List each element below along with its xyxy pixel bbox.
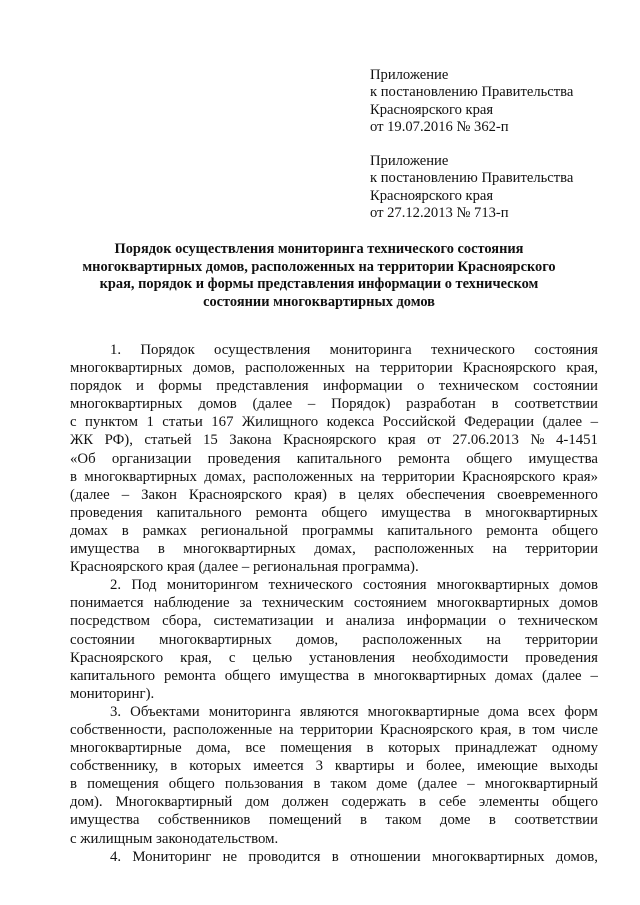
word: квартиры [334,758,395,775]
word: Порядок) [331,396,391,413]
appendix-line: от 27.12.2013 № 713-п [370,205,509,222]
word: домов, [192,360,235,377]
body-line [70,540,598,558]
word: капитального [296,450,382,467]
word: проведения [207,450,281,467]
word: территории [525,541,598,558]
word: о [416,378,425,395]
word: территории [382,468,455,485]
word: должен [282,794,329,811]
word: Объектами [130,703,200,720]
word: помещений [268,812,342,829]
word: Закон [141,486,177,503]
body-line-text: мониторинг). [70,685,155,702]
word: домах [495,667,534,684]
word: программы [301,522,374,539]
word: Порядок [140,342,195,358]
word: элементы [478,794,540,811]
word: ЖК [70,432,94,449]
word: в [359,812,367,829]
word: установления [309,649,396,666]
word: более, [426,758,466,775]
word: Федерации [464,414,534,431]
word: в [357,667,365,684]
word: 3 [315,758,323,775]
word: собственнику, [70,758,159,775]
word: Мониторинг [132,848,212,865]
word: дома [488,703,519,720]
word: проведения [70,504,143,521]
title-line: Порядок осуществления мониторинга технического состояния [114,241,524,257]
word: (далее [252,396,293,413]
appendix-line: Приложение [370,67,449,83]
appendix-line: Красноярского края [370,101,494,118]
word: Многоквартирный [115,794,233,811]
body-line [70,703,598,721]
word: 4-1451 [556,432,598,449]
word: (далее [541,667,582,684]
word: территории [380,360,453,377]
word: капитального [70,667,156,684]
word: капитального [156,504,242,521]
word: 27.06.2013 [452,432,519,449]
body-line [70,721,598,739]
body-line-text: с жилищным законодательством. [70,830,279,847]
word: общего [466,450,513,467]
body-line [70,558,598,576]
word: на [360,468,375,485]
appendix-line: Приложение [370,153,449,169]
word: понимается [70,595,144,612]
word: представления [216,378,309,395]
word: том [532,721,556,738]
word: состояния [534,342,598,358]
word: имущества [381,504,451,521]
word: имеется [253,758,304,775]
word: проведения [525,649,598,666]
word: Красноярского [462,468,556,485]
word: ремонта [486,522,539,539]
word: принадлежат [454,740,537,757]
word: многоквартирные [367,703,480,720]
word: 3. [110,703,122,720]
word: многоквартирных [84,468,197,485]
word: домах, [204,468,246,485]
word: доме [376,776,408,793]
body-line-text: Красноярского края (далее – региональная программа). [70,559,419,576]
body-line [70,830,598,848]
word: края, [479,721,512,738]
document-title [64,241,574,311]
body-line [70,395,598,413]
word: региональной [200,522,289,539]
word: территории [525,631,598,648]
appendix-block-2016 [370,67,620,137]
word: форм [564,703,598,720]
body-line [70,450,598,468]
body-line [70,649,598,667]
body-line [70,341,598,359]
word: дома, [196,740,231,757]
word: отношении [349,848,421,865]
word: расположенных [374,541,475,558]
word: и [136,378,144,395]
word: имущества [279,667,349,684]
word: расположенных [253,468,353,485]
word: домов, [555,848,598,865]
word: домов [559,577,598,594]
word: многоквартирных [485,504,598,521]
appendix-line: к постановлению Правительства [370,170,574,187]
word: РФ), [104,432,133,449]
word: помещения [280,740,352,757]
word: многоквартирные [70,740,182,757]
word: своевременного [497,486,598,503]
body-line [70,359,598,377]
word: сбора, [162,613,202,630]
word: наблюдение [153,595,230,612]
body-line [70,848,598,866]
word: на [486,631,501,648]
appendix-block-2013 [370,153,620,223]
word: «Об [70,450,96,467]
body-line [70,631,598,649]
body-line [70,468,598,486]
title-line: многоквартирных домов, расположенных на территории Красноярского [82,258,556,275]
word: Под [131,577,157,594]
word: края, [566,360,598,377]
word: технического [430,342,515,358]
word: домов, [296,631,339,648]
word: – [121,486,130,503]
word: домах [70,522,108,539]
word: края» [562,468,598,485]
word: все [245,740,266,757]
word: края, [180,649,212,666]
word: кодекса [326,414,375,431]
word: целью [252,649,293,666]
word: состоянии [533,378,598,395]
word: доме [439,812,471,829]
word: многоквартирных [436,577,550,594]
word: Жилищного [241,414,319,431]
word: многоквартирных [159,631,272,648]
word: в [157,541,165,558]
word: домов [198,396,237,413]
word: систематизации [213,613,314,630]
body-line [70,685,598,703]
appendix-line: к постановлению Правительства [370,84,574,101]
body-line [70,522,598,540]
word: которых [189,758,242,775]
word: мониторинга [329,342,412,358]
word: являются [299,703,359,720]
word: дом). [70,794,103,811]
body-line [70,486,598,504]
body-line [70,811,598,829]
word: формы [158,378,202,395]
body-line [70,594,598,612]
word: – [590,414,598,431]
word: от [427,432,441,449]
word: в [518,721,526,738]
word: многоквартирных [431,848,545,865]
word: расположенные [173,721,273,738]
body-line [70,757,598,775]
word: пунктом [85,414,138,431]
word: многоквартирный [484,776,598,793]
word: разработан [406,396,476,413]
word: имущества [70,812,140,829]
title-line: края, порядок и формы представления информации о техническом [99,276,539,293]
word: в [366,740,374,757]
word: в [491,396,499,413]
word: Красноярского [379,721,474,738]
word: состояния [362,577,427,594]
word: в [464,504,472,521]
word: пользования [224,776,304,793]
word: таком [385,812,422,829]
word: которых [388,740,441,757]
appendix-line: Красноярского края [370,187,494,204]
word: домов [559,595,598,612]
word: с [70,414,77,431]
word: и [406,758,415,775]
word: на [279,721,294,738]
word: всех [527,703,556,720]
word: расположенных [362,631,463,648]
word: № [530,432,545,449]
word: рамках [142,522,187,539]
word: состоянием [353,595,427,612]
word: домах, [314,541,356,558]
word: себе [438,794,467,811]
word: Красноярского [462,360,557,377]
word: – [590,667,598,684]
word: – [467,776,475,793]
word: таком [330,776,367,793]
word: (далее [417,776,458,793]
word: одному [551,740,598,757]
word: 167 [211,414,234,431]
word: в [70,776,77,793]
word: многоквартирных [436,595,550,612]
word: в [70,468,77,485]
word: обеспечения [406,486,486,503]
body-line [70,667,598,685]
word: целях [357,486,395,503]
word: дом [245,794,270,811]
word: многоквартирных [70,396,183,413]
word: общего [552,794,598,811]
word: многоквартирных [183,541,296,558]
word: в [338,486,346,503]
word: техническом [517,613,598,630]
body-line [70,377,598,395]
word: состоянии [70,631,135,648]
word: на [355,360,370,377]
body-line [70,413,598,431]
word: имущества [70,541,140,558]
word: края [387,432,416,449]
word: края) [294,486,327,503]
word: имущества [528,450,598,467]
word: в [313,776,321,793]
word: Российской [382,414,456,431]
word: общего [168,776,215,793]
word: проводится [248,848,321,865]
word: в [121,522,129,539]
word: – [307,396,316,413]
word: организации [111,450,192,467]
word: соответствии [514,396,598,413]
word: о [498,613,506,630]
word: на [492,541,507,558]
title-line: состоянии многоквартирных домов [203,293,435,310]
word: в [488,812,496,829]
word: территории [300,721,374,738]
word: собственников [157,812,251,829]
word: 4. [110,848,122,865]
word: 2. [110,577,122,594]
word: содержать [341,794,407,811]
word: расположенных [245,360,346,377]
word: выходы [549,758,598,775]
word: мониторингом [166,577,259,594]
word: (далее [70,486,110,503]
word: в [170,758,178,775]
word: техническим [262,595,344,612]
word: соответствии [514,812,598,829]
word: информации [322,378,403,395]
body-line [70,576,598,594]
body-line [70,612,598,630]
word: общего [551,522,598,539]
word: ремонта [163,667,216,684]
word: 1 [146,414,154,431]
word: Красноярского [283,432,377,449]
word: 15 [203,432,218,449]
word: собственности, [70,721,167,738]
body-line [70,504,598,522]
word: Закона [229,432,272,449]
word: Красноярского [188,486,283,503]
word: статьи [162,414,203,431]
body-line [70,775,598,793]
document-body [70,341,598,866]
word: в [331,848,339,865]
word: общего [321,504,368,521]
word: ремонта [255,504,308,521]
body-line [70,793,598,811]
word: 1. [110,342,122,358]
word: общего [224,667,271,684]
word: имеющие [477,758,538,775]
word: технического [268,577,353,594]
word: информации [406,613,487,630]
word: необходимости [412,649,509,666]
word: многоквартирных [70,360,183,377]
word: посредством [70,613,150,630]
body-line [70,739,598,757]
word: за [239,595,253,612]
word: не [222,848,238,865]
word: капитального [387,522,473,539]
appendix-line: от 19.07.2016 № 362-п [370,119,509,136]
word: анализа [345,613,395,630]
word: порядок [70,378,122,395]
word: техническом [438,378,519,395]
word: числе [562,721,598,738]
word: статьей [144,432,192,449]
word: Красноярского [70,649,164,666]
body-line [70,431,598,449]
word: с [228,649,236,666]
word: осуществления [214,342,311,358]
word: ремонта [398,450,450,467]
word: помещения [87,776,159,793]
word: в [419,794,426,811]
word: многоквартирных [373,667,487,684]
word: (далее [542,414,583,431]
word: и [325,613,334,630]
word: мониторинга [208,703,291,720]
